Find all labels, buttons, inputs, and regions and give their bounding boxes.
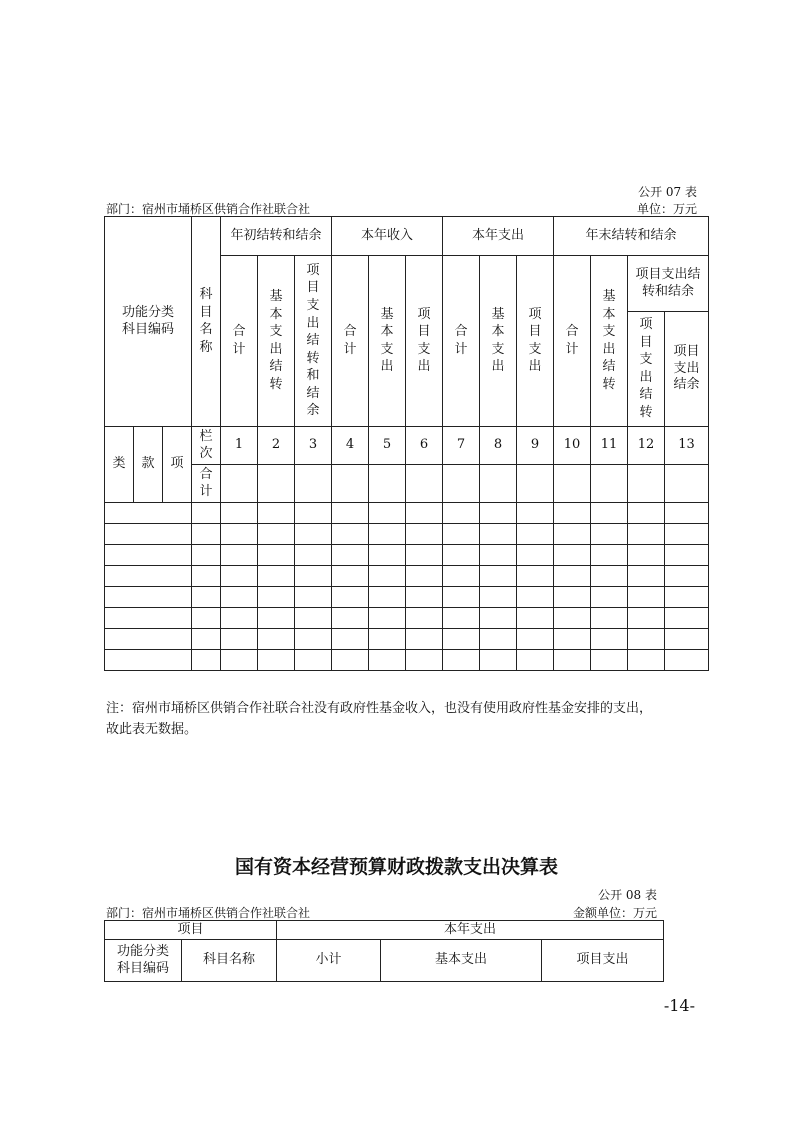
colnum-5: 5 — [369, 427, 406, 465]
h1-basic-carry: 基本支出结转 — [258, 256, 295, 427]
h4-proj-remain: 项目支出结余 — [665, 312, 709, 427]
colnum-11: 11 — [591, 427, 628, 465]
h2-total: 合计 — [332, 256, 369, 427]
table-row — [105, 503, 709, 524]
h2-proj: 项目支出 — [406, 256, 443, 427]
header-function-code: 功能分类科目编码 — [105, 217, 192, 427]
table1-code: 公开 07 表 — [638, 185, 697, 199]
t2-header-basic: 基本支出 — [381, 940, 542, 982]
colnum-7: 7 — [443, 427, 480, 465]
h1-total: 合计 — [221, 256, 258, 427]
table2-title: 国有资本经营预算财政拨款支出决算表 — [234, 856, 558, 878]
table-row — [105, 587, 709, 608]
table-row — [105, 545, 709, 566]
page-number: -14- — [663, 996, 695, 1015]
table2-code: 公开 08 表 — [598, 888, 657, 902]
colnum-9: 9 — [517, 427, 554, 465]
t2-header-function-code: 功能分类科目编码 — [105, 940, 182, 982]
h4-total: 合计 — [554, 256, 591, 427]
h3-basic: 基本支出 — [480, 256, 517, 427]
header-lanci: 栏次 — [192, 427, 221, 465]
table2-dept: 部门：宿州市埇桥区供销合作社联合社 — [106, 906, 311, 920]
note-line-2: 故此表无数据。 — [106, 722, 198, 737]
table1 — [104, 216, 709, 671]
colnum-1: 1 — [221, 427, 258, 465]
table-row — [105, 566, 709, 587]
table1-dept: 部门：宿州市埇桥区供销合作社联合社 — [106, 202, 311, 216]
t2-header-item: 项目 — [105, 921, 277, 940]
table-row — [105, 629, 709, 650]
header-year-income: 本年收入 — [332, 217, 443, 256]
header-xiang: 项 — [163, 427, 192, 503]
h4-proj: 项目支出结转和结余 — [628, 256, 709, 312]
table2 — [104, 920, 664, 982]
colnum-10: 10 — [554, 427, 591, 465]
header-heji: 合计 — [192, 465, 221, 503]
table-row — [105, 608, 709, 629]
colnum-12: 12 — [628, 427, 665, 465]
h3-proj: 项目支出 — [517, 256, 554, 427]
colnum-8: 8 — [480, 427, 517, 465]
note-line-1: 注：宿州市埇桥区供销合作社联合社没有政府性基金收入，也没有使用政府性基金安排的支出， — [106, 701, 653, 716]
table1-unit: 单位：万元 — [636, 202, 697, 216]
colnum-4: 4 — [332, 427, 369, 465]
table-row — [105, 524, 709, 545]
t2-header-year-expense: 本年支出 — [277, 921, 664, 940]
h4-proj-carry: 项目支出结转 — [628, 312, 665, 427]
header-lei: 类 — [105, 427, 134, 503]
total-row — [105, 465, 709, 503]
header-end-carryover: 年末结转和结余 — [554, 217, 709, 256]
colnum-13: 13 — [665, 427, 709, 465]
t2-header-subject-name: 科目名称 — [182, 940, 277, 982]
h3-total: 合计 — [443, 256, 480, 427]
header-subject-name: 科目名称 — [192, 217, 221, 427]
header-begin-carryover: 年初结转和结余 — [221, 217, 332, 256]
h1-proj-carry: 项目支出结转和结余 — [295, 256, 332, 427]
h4-basic-carry: 基本支出结转 — [591, 256, 628, 427]
table2-unit: 金额单位：万元 — [572, 906, 657, 920]
t2-header-subtotal: 小计 — [277, 940, 381, 982]
header-kuan: 款 — [134, 427, 163, 503]
header-year-expense: 本年支出 — [443, 217, 554, 256]
colnum-6: 6 — [406, 427, 443, 465]
table-row — [105, 650, 709, 671]
t2-header-proj: 项目支出 — [542, 940, 664, 982]
colnum-3: 3 — [295, 427, 332, 465]
h2-basic: 基本支出 — [369, 256, 406, 427]
colnum-2: 2 — [258, 427, 295, 465]
